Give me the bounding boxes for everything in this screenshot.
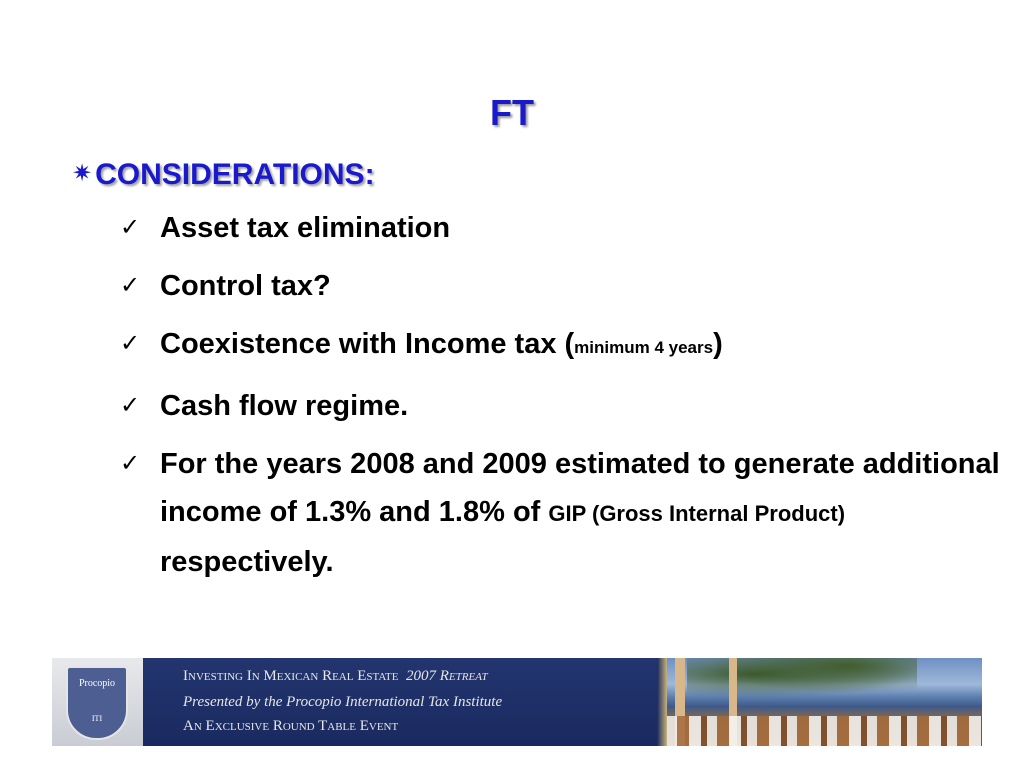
- list-item-text: Coexistence with Income tax (: [160, 328, 575, 360]
- checkmark-icon: ✓: [120, 450, 141, 477]
- checkmark-icon: ✓: [120, 330, 141, 357]
- list-item-tail: respectively.: [160, 546, 334, 578]
- logo-subtext: ITI: [91, 714, 103, 723]
- list-item: [120, 324, 1000, 368]
- procopio-logo: [52, 658, 143, 746]
- restaurant-photo: [667, 658, 982, 746]
- banner-line-1: [183, 668, 488, 685]
- photo-tables: [667, 716, 982, 746]
- list-item: [120, 266, 1000, 306]
- banner-event-year: 2007 Retreat: [406, 668, 488, 684]
- list-item-text: Cash flow regime.: [160, 390, 409, 422]
- list-item-text: Control tax?: [160, 270, 331, 302]
- list-item-note: GIP (Gross Internal Product): [548, 501, 846, 526]
- logo-text: Procopio: [78, 678, 116, 689]
- section-heading: [72, 158, 375, 192]
- checkmark-icon: ✓: [120, 214, 141, 241]
- asterisk-icon: ✷: [72, 160, 93, 187]
- banner-divider: [657, 658, 667, 746]
- list-item-text: Asset tax elimination: [160, 212, 451, 244]
- list-item-text: For the years 2008 and 2009 estimated to generate additional income of 1.3% and 1.8% of: [160, 448, 1000, 528]
- list-item: [120, 386, 1000, 426]
- slide-title: FT: [490, 92, 534, 133]
- list-item-note: minimum 4 years: [574, 338, 714, 357]
- banner-line-2: Presented by the Procopio International Tax Institute: [183, 694, 503, 710]
- banner-line-3: An Exclusive Round Table Event: [183, 718, 399, 734]
- list-item: [120, 440, 1000, 586]
- list-item: [120, 208, 1000, 248]
- banner-text-block: [143, 658, 657, 746]
- banner-event-name: Investing In Mexican Real Estate: [183, 668, 399, 684]
- considerations-list: [120, 208, 1000, 604]
- section-heading-text: CONSIDERATIONS:: [95, 158, 375, 191]
- photo-foliage: [687, 658, 917, 698]
- list-item-close: ): [713, 328, 723, 360]
- footer-banner: [52, 658, 982, 746]
- checkmark-icon: ✓: [120, 392, 141, 419]
- checkmark-icon: ✓: [120, 272, 141, 299]
